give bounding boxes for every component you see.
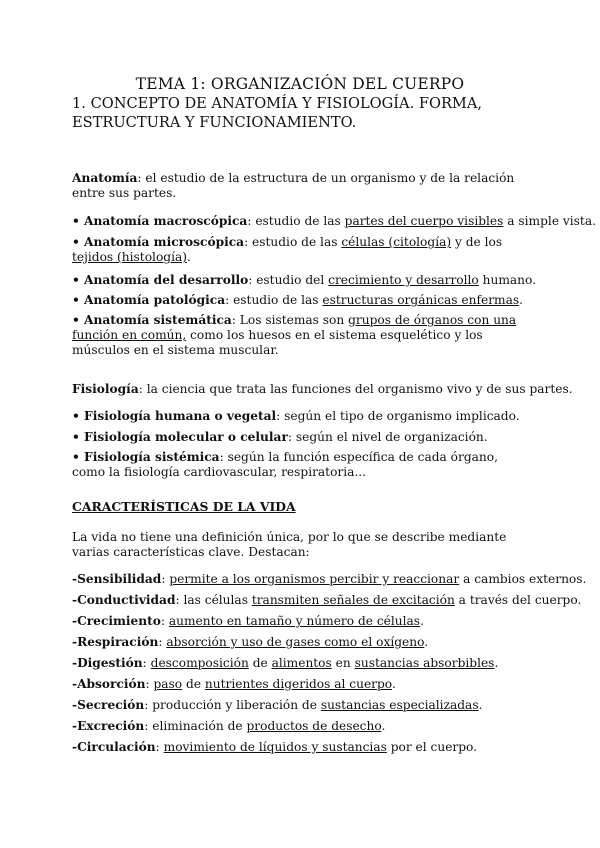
- list-item: -Absorción: paso de nutrientes digeridos al cuerpo.: [72, 677, 396, 691]
- list-item: • Anatomía del desarrollo: estudio del crecimiento y desarrollo humano.: [72, 273, 537, 287]
- fisiologia-definition: [72, 382, 573, 397]
- list-item: • Anatomía sistemática: Los sistemas son grupos de órganos con una función en común, como los huesos en el sistema esquelético y los músculos en el sistema muscular.: [72, 313, 517, 357]
- list-item: • Anatomía microscópica: estudio de las células (citología) y de los tejidos (histología).: [72, 235, 503, 264]
- list-item: • Fisiología molecular o celular: según el nivel de organización.: [72, 430, 488, 444]
- definition-text: : el estudio de la estructura de un organismo y de la relación entre sus partes.: [72, 171, 515, 200]
- vida-heading: CARACTERÍSTICAS DE LA VIDA: [72, 499, 296, 514]
- term: Fisiología: [72, 382, 139, 396]
- list-item: -Circulación: movimiento de líquidos y sustancias por el cuerpo.: [72, 740, 478, 754]
- list-item: -Respiración: absorción y uso de gases como el oxígeno.: [72, 635, 429, 649]
- list-item: -Secreción: producción y liberación de sustancias especializadas.: [72, 698, 483, 712]
- term: Anatomía: [72, 171, 138, 185]
- list-item: • Anatomía macroscópica: estudio de las partes del cuerpo visibles a simple vista.: [72, 214, 596, 228]
- list-item: -Conductividad: las células transmiten señales de excitación a través del cuerpo.: [72, 593, 582, 607]
- list-item: • Fisiología humana o vegetal: según el tipo de organismo implicado.: [72, 409, 520, 423]
- list-item: • Fisiología sistémica: según la función específica de cada órgano, como la fisiología cardiovascular, respiratoria...: [72, 450, 498, 479]
- list-item: -Excreción: eliminación de productos de desecho.: [72, 719, 386, 733]
- list-item: -Crecimiento: aumento en tamaño y número de células.: [72, 614, 424, 628]
- page-title: TEMA 1: ORGANIZACIÓN DEL CUERPO: [135, 75, 465, 93]
- list-item: • Anatomía patológica: estudio de las estructuras orgánicas enfermas.: [72, 293, 523, 307]
- list-item: -Digestión: descomposición de alimentos en sustancias absorbibles.: [72, 656, 499, 670]
- anatomia-definition: [72, 171, 528, 201]
- section-heading: 1. CONCEPTO DE ANATOMÍA Y FISIOLOGÍA. FORMA, ESTRUCTURA Y FUNCIONAMIENTO.: [72, 95, 483, 131]
- definition-text: : la ciencia que trata las funciones del organismo vivo y de sus partes.: [138, 382, 573, 396]
- vida-intro: La vida no tiene una definición única, por lo que se describe mediante varias características clave. Destacan:: [72, 530, 507, 559]
- list-item: -Sensibilidad: permite a los organismos percibir y reaccionar a cambios externos.: [72, 572, 587, 586]
